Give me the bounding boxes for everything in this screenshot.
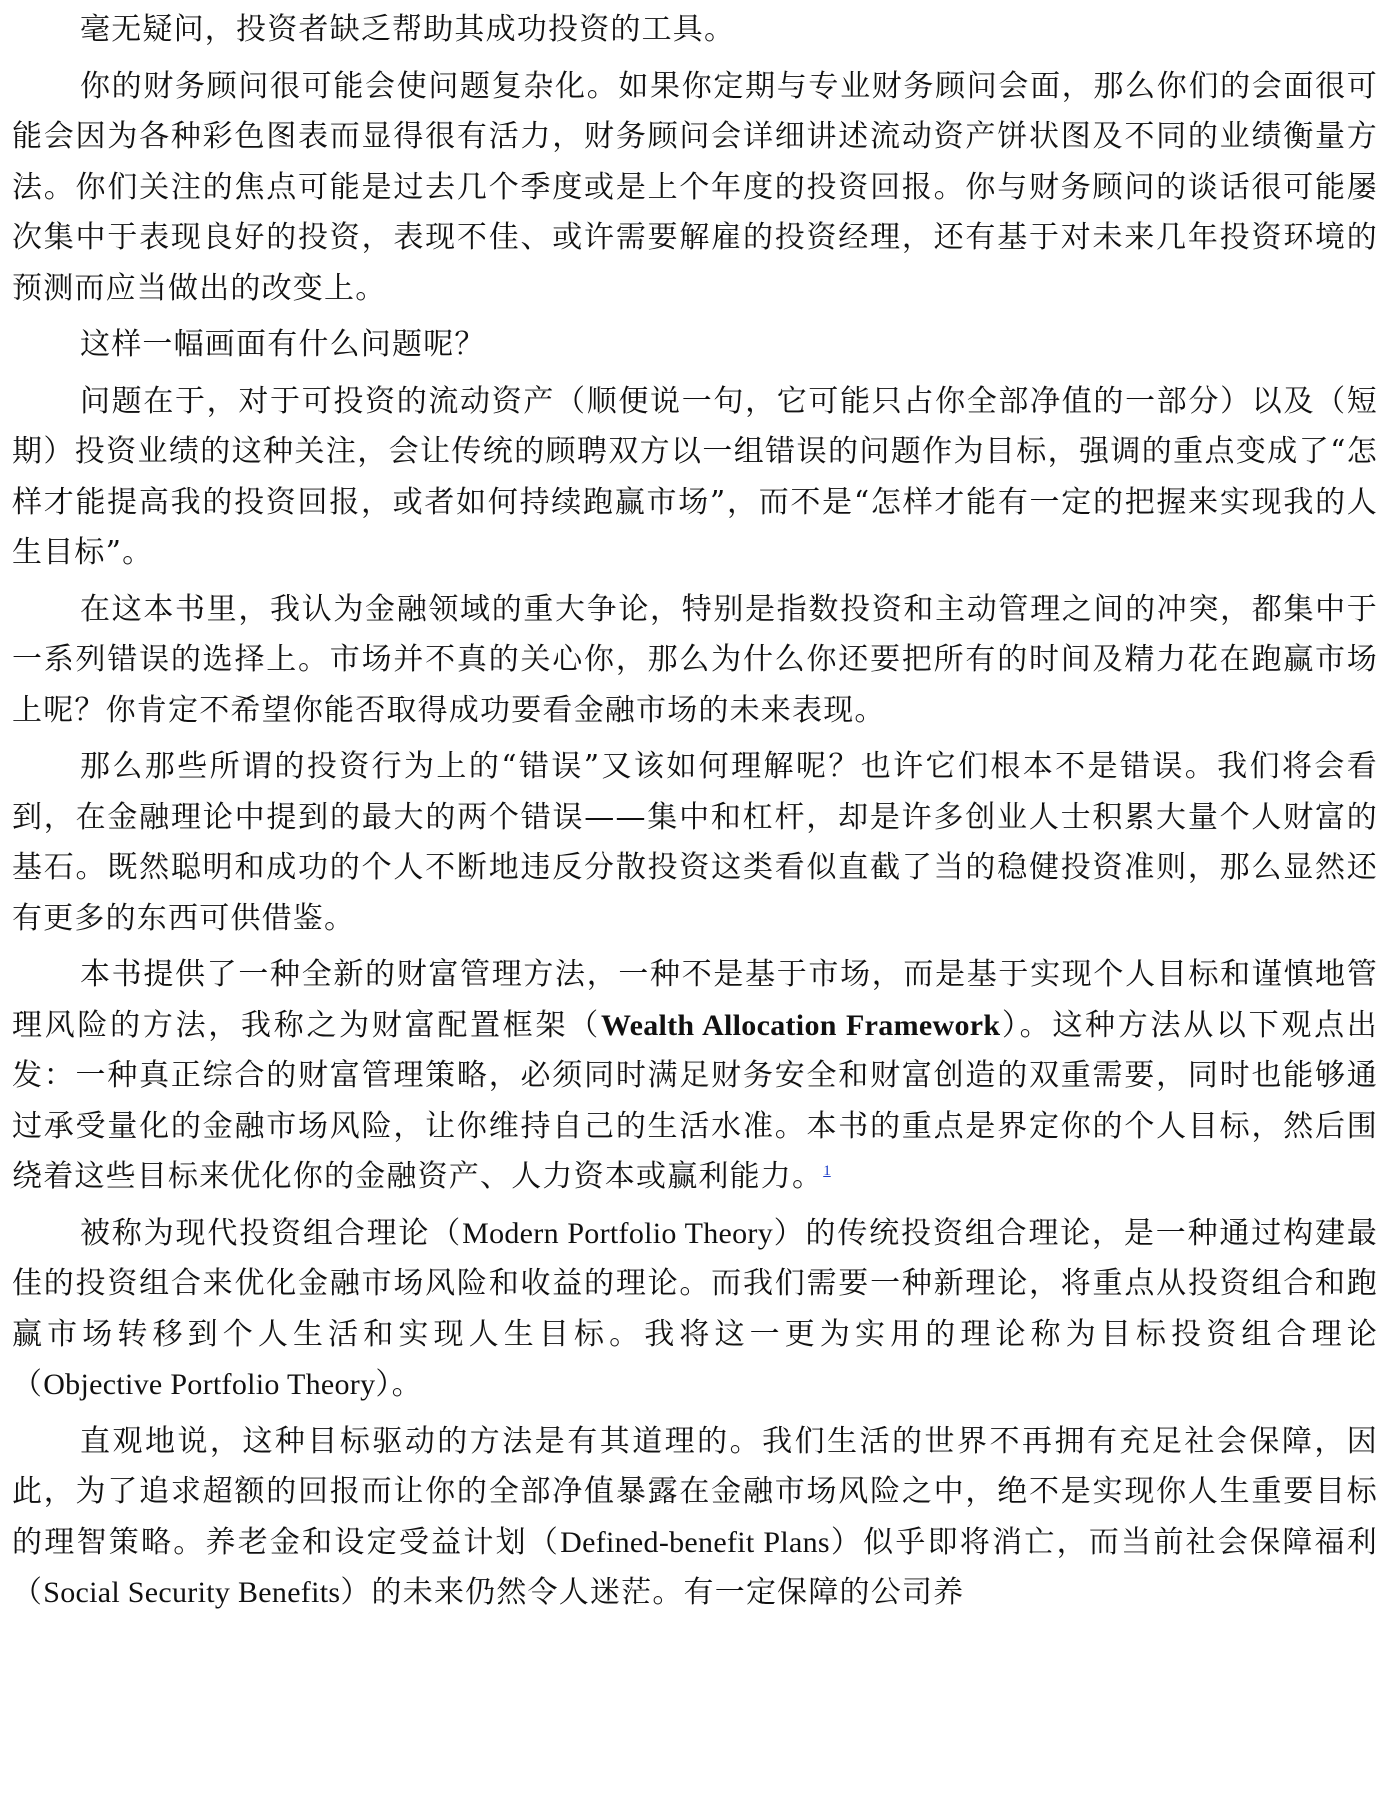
paragraph-3-text: 这样一幅画面有什么问题呢？	[80, 327, 486, 362]
paragraph-8-text-start: 被称为现代投资组合理论（	[80, 1215, 463, 1251]
term-modern-portfolio-theory: Modern Portfolio Theory	[462, 1216, 774, 1250]
paragraph-9-text-end: ）的未来仍然令人迷茫。有一定保障的公司养	[340, 1575, 965, 1610]
paragraph-5	[12, 585, 1378, 737]
paragraph-3	[12, 320, 1378, 371]
term-social-security-benefits: Social Security Benefits	[43, 1576, 341, 1609]
paragraph-6	[12, 742, 1378, 944]
paragraph-9-text-start: 直观地说，这种目标驱动的方法是有其道理的。我们生活的世界不再拥有充足社会保障，因此，为了追求超额的回报而让你的全部净值暴露在金融市场风险之中，绝不是实现你人生重要目标的理智策略。养老金和设定受益计划（	[12, 1423, 1378, 1560]
paragraph-7	[12, 950, 1378, 1203]
paragraph-9	[12, 1417, 1378, 1619]
term-defined-benefit-plans: Defined-benefit Plans	[560, 1525, 830, 1559]
footnote-link[interactable]: 1	[823, 1163, 831, 1179]
paragraph-7-text-end: ）。这种方法从以下观点出发：一种真正综合的财富管理策略，必须同时满足财务安全和财富创造的双重需要，同时也能够通过承受量化的金融市场风险，让你维持自己的生活水准。本书的重点是界定你的个人目标，然后围绕着这些目标来优化你的金融资产、人力资本或赢利能力。	[12, 1007, 1378, 1194]
paragraph-8-text-middle: ）的传统投资组合理论，是一种通过构建最佳的投资组合来优化金融市场风险和收益的理论。而我们需要一种新理论，将重点从投资组合和跑赢市场转移到个人生活和实现人生目标。我将这一更为实用的理论称为目标投资组合理论（	[12, 1215, 1378, 1402]
paragraph-2	[12, 62, 1378, 315]
paragraph-1	[12, 5, 1378, 56]
paragraph-6-text: 那么那些所谓的投资行为上的“错误”又该如何理解呢？也许它们根本不是错误。我们将会看到，在金融理论中提到的最大的两个错误——集中和杠杆，却是许多创业人士积累大量个人财富的基石。既然聪明和成功的个人不断地违反分散投资这类看似直截了当的稳健投资准则，那么显然还有更多的东西可供借鉴。	[12, 749, 1378, 936]
paragraph-9-text-middle: ）似乎即将消亡，而当前社会保障福利（	[12, 1524, 1379, 1610]
term-wealth-allocation-framework: Wealth Allocation Framework	[600, 1008, 1001, 1042]
paragraph-5-text: 在这本书里，我认为金融领域的重大争论，特别是指数投资和主动管理之间的冲突，都集中于一系列错误的选择上。市场并不真的关心你，那么为什么你还要把所有的时间及精力花在跑赢市场上呢？你肯定不希望你能否取得成功要看金融市场的未来表现。	[12, 591, 1378, 728]
paragraph-8	[12, 1209, 1378, 1411]
paragraph-2-text: 你的财务顾问很可能会使问题复杂化。如果你定期与专业财务顾问会面，那么你们的会面很可能会因为各种彩色图表而显得很有活力，财务顾问会详细讲述流动资产饼状图及不同的业绩衡量方法。你们关注的焦点可能是过去几个季度或是上个年度的投资回报。你与财务顾问的谈话很可能屡次集中于表现良好的投资，表现不佳、或许需要解雇的投资经理，还有基于对未来几年投资环境的预测而应当做出的改变上。	[12, 68, 1378, 306]
document-page	[12, 5, 1378, 1625]
paragraph-8-text-end: ）。	[375, 1367, 423, 1402]
paragraph-7-text-start: 本书提供了一种全新的财富管理方法，一种不是基于市场，而是基于实现个人目标和谨慎地管理风险的方法，我称之为财富配置框架（	[12, 957, 1378, 1043]
term-objective-portfolio-theory: Objective Portfolio Theory	[43, 1368, 376, 1401]
paragraph-4	[12, 377, 1378, 579]
paragraph-1-text: 毫无疑问，投资者缺乏帮助其成功投资的工具。	[80, 12, 736, 47]
paragraph-4-text: 问题在于，对于可投资的流动资产（顺便说一句，它可能只占你全部净值的一部分）以及（短期）投资业绩的这种关注，会让传统的顾聘双方以一组错误的问题作为目标，强调的重点变成了“怎样才能提高我的投资回报，或者如何持续跑赢市场”，而不是“怎样才能有一定的把握来实现我的人生目标”。	[12, 383, 1378, 570]
